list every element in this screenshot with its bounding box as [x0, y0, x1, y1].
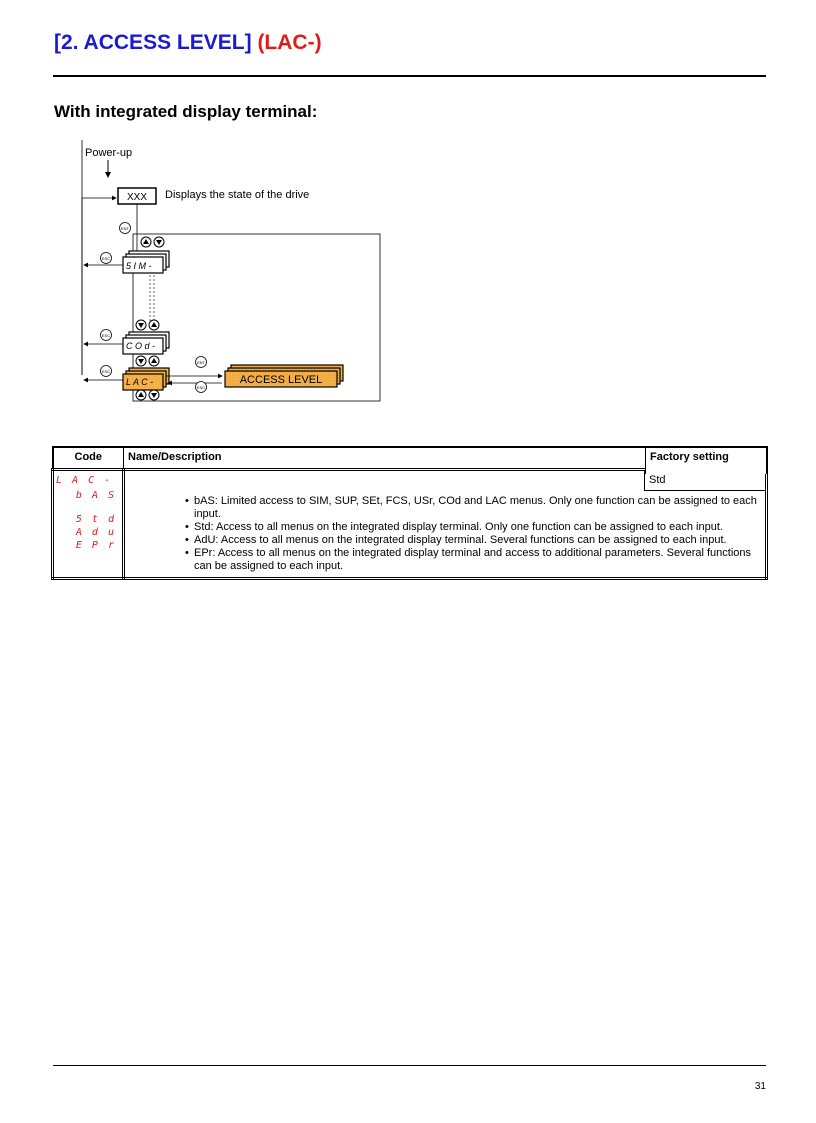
- power-up-label: Power-up: [85, 147, 133, 159]
- section-subtitle: With integrated display terminal:: [54, 102, 318, 121]
- xxx-label: XXX: [126, 192, 148, 203]
- xxx-description: Displays the state of the drive: [165, 189, 310, 201]
- svg-text:ENT: ENT: [197, 360, 205, 365]
- title-main: [2. ACCESS LEVEL]: [54, 31, 252, 54]
- svg-text:ESC: ESC: [196, 385, 206, 390]
- access-level-options: [125, 495, 765, 573]
- header-factory-setting: Factory setting: [645, 446, 768, 474]
- svg-text:ESC: ESC: [101, 256, 111, 261]
- code-epr: E P r: [75, 540, 116, 551]
- parameter-table: [51, 446, 768, 580]
- page-title: [54, 31, 322, 55]
- svg-text:ACCESS LEVEL: ACCESS LEVEL: [239, 374, 323, 386]
- title-code: (LAC-): [257, 31, 322, 54]
- option-adu: • AdU: Access to all menus on the integrated display terminal. Several functions can be assigned to each input.: [185, 534, 761, 547]
- svg-text:C O d -: C O d -: [126, 341, 156, 351]
- header-code: Code: [53, 447, 124, 470]
- footer-rule: [53, 1065, 766, 1066]
- svg-text:ENT: ENT: [121, 226, 129, 231]
- option-bas: • bAS: Limited access to SIM, SUP, SEt, FCS, USr, COd and LAC menus. Only one function can be assigned to each input.: [185, 495, 761, 521]
- option-std: • Std: Access to all menus on the integrated display terminal. Only one function can be assigned to each input.: [185, 521, 761, 534]
- code-lac: L A C -: [56, 475, 113, 486]
- factory-setting-value: Std: [644, 471, 765, 491]
- header-rule: [53, 75, 766, 77]
- code-std: 5 t d: [75, 514, 116, 525]
- description-column: [124, 470, 767, 579]
- code-bas: b A S: [75, 490, 116, 501]
- svg-text:L A C -: L A C -: [126, 377, 154, 387]
- header-name: Name/Description Factory setting: [124, 447, 767, 470]
- page-number: 31: [754, 1081, 766, 1092]
- menu-navigation-diagram: [70, 140, 390, 405]
- svg-text:ESC: ESC: [101, 333, 111, 338]
- svg-text:ESC: ESC: [101, 369, 111, 374]
- code-adu: A d u: [75, 527, 116, 538]
- code-column: [53, 470, 124, 579]
- option-epr: • EPr: Access to all menus on the integrated display terminal and access to additional parameters. Several functions can be assigned to each input.: [185, 547, 761, 573]
- svg-text:5 I M -: 5 I M -: [126, 261, 152, 271]
